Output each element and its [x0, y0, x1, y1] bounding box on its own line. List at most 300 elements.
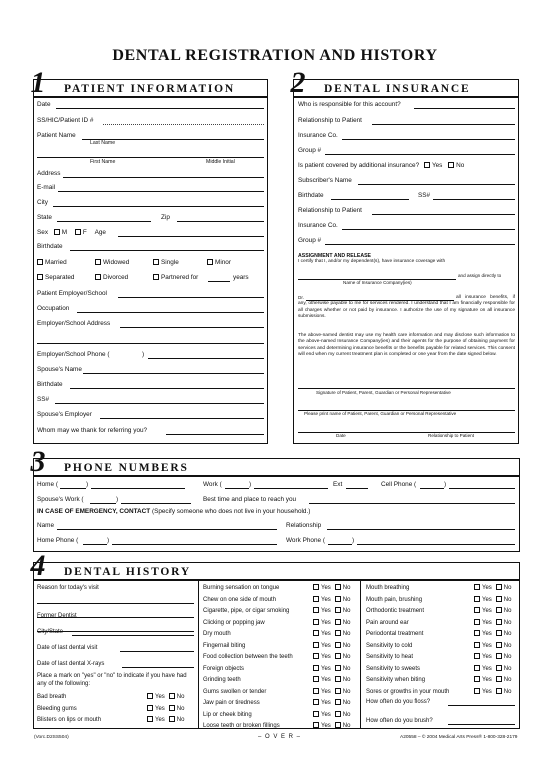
married-checkbox[interactable]	[37, 259, 43, 265]
right-item-label: Sensitivity to sweets	[366, 665, 421, 672]
dr-label: Dr.	[298, 295, 304, 300]
assignment-text-2: all insurance benefits, if any, otherwise payable to me for services rendered. I understand that I am financially responsible for all charges whether or not paid by insurance. I authorize the use of my signature on all insurance submissions.	[298, 295, 515, 319]
age-field[interactable]	[118, 236, 264, 237]
city-label: City	[37, 199, 49, 206]
emergency-work-paren: )	[352, 537, 355, 544]
insurance-co-field[interactable]	[342, 139, 515, 140]
spouse-ssn-field[interactable]	[55, 403, 264, 404]
yes-checkbox[interactable]	[474, 619, 480, 625]
employer-phone-paren: )	[142, 351, 145, 358]
emergency-home-phone-field[interactable]	[112, 544, 277, 545]
address-label: Address	[37, 170, 61, 177]
no-label: No	[342, 642, 351, 649]
first-name-caption: First Name	[90, 159, 116, 165]
no-checkbox[interactable]	[335, 596, 341, 602]
yes-checkbox[interactable]	[313, 711, 319, 717]
yes-checkbox[interactable]	[474, 596, 480, 602]
relationship-label: Relationship to Patient	[298, 117, 362, 124]
referral-label: Whom may we thank for referring you?	[37, 427, 148, 434]
last-visit-field[interactable]	[120, 651, 194, 652]
right-yes-no	[474, 642, 511, 650]
partnered-option[interactable]: Partnered for	[153, 274, 198, 282]
section-title-patient: PATIENT INFORMATION	[64, 83, 236, 95]
no-label: No	[342, 700, 351, 706]
relationship2-label: Relationship to Patient	[298, 207, 362, 214]
city-state-label: City/State	[37, 629, 64, 635]
yes-label: Yes	[321, 654, 331, 660]
no-checkbox[interactable]	[496, 642, 502, 648]
no-label: No	[342, 596, 351, 603]
place-mark-instruction: Place a mark on "yes" or "no" to indicate if you have had any of the following:	[37, 673, 187, 687]
employer-phone-field[interactable]	[148, 358, 264, 359]
yes-checkbox[interactable]	[474, 676, 480, 682]
mid-yes-no	[313, 711, 350, 719]
cell-phone-field[interactable]	[449, 488, 515, 489]
date-relationship-field[interactable]	[298, 432, 515, 433]
yes-checkbox[interactable]	[313, 676, 319, 682]
page-title: DENTAL REGISTRATION AND HISTORY	[112, 47, 438, 64]
right-yes-no	[474, 607, 511, 615]
insurance-co-label: Insurance Co.	[298, 132, 338, 139]
relationship2-field[interactable]	[372, 214, 515, 215]
widowed-checkbox[interactable]	[95, 259, 101, 265]
right-item-label: Sensitivity to heat	[366, 654, 414, 660]
mid-item-label: Fingernail biting	[203, 642, 246, 649]
last-xrays-label: Date of last dental X-rays	[37, 661, 105, 667]
partnered-years-field[interactable]	[208, 281, 230, 282]
yes-checkbox[interactable]	[147, 693, 153, 699]
brush-field[interactable]	[448, 724, 515, 725]
left-item-label: Bad breath	[37, 694, 67, 700]
spouse-work-field[interactable]	[121, 503, 191, 504]
yes-checkbox[interactable]	[474, 653, 480, 659]
no-checkbox[interactable]	[496, 630, 502, 636]
employer-address-field[interactable]	[120, 327, 264, 328]
partnered-checkbox[interactable]	[153, 274, 159, 280]
ins-birthdate-label: Birthdate	[298, 192, 324, 199]
no-label: No	[503, 596, 512, 603]
home-paren: )	[86, 481, 89, 488]
separated-option[interactable]: Separated	[37, 274, 75, 282]
section-title-phone: PHONE NUMBERS	[64, 462, 189, 474]
additional-insurance-label: Is patient covered by additional insurance?	[298, 162, 420, 169]
no-label: No	[503, 688, 512, 695]
emergency-home-paren: )	[107, 537, 110, 544]
left-yes-no	[147, 693, 184, 701]
mid-item-label: Dry mouth	[203, 631, 231, 637]
no-label: No	[342, 723, 351, 729]
mid-item-label: Lip or cheek biting	[203, 711, 252, 718]
relationship-field[interactable]	[372, 124, 515, 125]
mid-yes-no	[313, 699, 350, 707]
ssn-label: SS/HIC/Patient ID #	[37, 117, 94, 124]
no-checkbox[interactable]	[335, 665, 341, 671]
yes-checkbox[interactable]	[313, 619, 319, 625]
patient-info-box	[33, 97, 268, 444]
yes-checkbox[interactable]	[313, 688, 319, 694]
signature-field[interactable]	[298, 388, 515, 389]
state-label: State	[37, 214, 52, 221]
work-phone-label: Work (	[203, 481, 222, 488]
middle-initial-caption: Middle Initial	[206, 159, 235, 165]
yes-checkbox[interactable]	[474, 688, 480, 694]
assignment-text-3: The above-named dentist may use my health care information and may disclose such information to the above-named Insurance Company(ies) and their agents for the purpose of obtaining payment for services and determining insurance benefits or the benefits payable for related services. This consent will end when my current treatment plan is completed or one year from the date signed below.	[298, 333, 515, 357]
birthdate-label: Birthdate	[37, 243, 63, 250]
no-checkbox[interactable]	[496, 596, 502, 602]
yes-checkbox[interactable]	[313, 596, 319, 602]
no-checkbox[interactable]	[335, 676, 341, 682]
married-option[interactable]: Married	[37, 259, 67, 267]
yes-checkbox[interactable]	[474, 630, 480, 636]
ins-birthdate-field[interactable]	[331, 199, 409, 200]
occupation-label: Occupation	[37, 305, 70, 312]
zip-label: Zip	[161, 214, 170, 221]
patient-info-header	[30, 66, 268, 99]
group2-label: Group #	[298, 237, 322, 244]
city-state-field[interactable]	[72, 635, 194, 636]
spouse-birthdate-label: Birthdate	[37, 381, 63, 388]
no-checkbox[interactable]	[335, 630, 341, 636]
emergency-bold: IN CASE OF EMERGENCY, CONTACT	[37, 508, 151, 515]
section-number-2: 2	[290, 66, 306, 99]
emergency-label	[37, 508, 310, 516]
mid-yes-no	[313, 596, 350, 604]
yes-label: Yes	[321, 677, 331, 683]
no-checkbox[interactable]	[496, 653, 502, 659]
yes-checkbox[interactable]	[313, 665, 319, 671]
home-phone-label: Home (	[37, 481, 58, 488]
yes-label: Yes	[155, 717, 165, 723]
insurance-co2-field[interactable]	[342, 229, 515, 230]
date-field[interactable]	[56, 108, 264, 109]
no-label: No	[342, 608, 351, 614]
emergency-relationship-label: Relationship	[286, 522, 322, 529]
state-field[interactable]	[57, 221, 151, 222]
yes-label: Yes	[482, 665, 492, 672]
single-option[interactable]: Single	[153, 259, 179, 267]
yes-label: Yes	[321, 665, 331, 672]
yes-checkbox[interactable]	[313, 722, 319, 728]
sig-relationship-caption: Relationship to Patient	[428, 433, 474, 438]
years-label: years	[233, 274, 249, 281]
no-label: No	[342, 711, 351, 718]
publisher-note: A20558 – © 2004 Medical Arts Press® 1-800-328-2179	[400, 735, 518, 740]
section-title-history: DENTAL HISTORY	[64, 566, 191, 578]
yes-label: Yes	[482, 642, 492, 649]
employer-label: Patient Employer/School	[37, 290, 107, 297]
email-field[interactable]	[58, 191, 264, 192]
sex-label: Sex	[37, 229, 49, 236]
sex-m-label: M	[61, 229, 68, 236]
right-item-label: Sensitivity when biting	[366, 677, 426, 683]
cell-paren: )	[444, 481, 447, 488]
mid-item-label: Jaw pain or tiredness	[203, 700, 260, 706]
yes-label: Yes	[321, 723, 331, 729]
ins-ssn-field[interactable]	[433, 199, 515, 200]
mid-item-label: Grinding teeth	[203, 677, 241, 683]
section-title-insurance: DENTAL INSURANCE	[324, 83, 471, 95]
separated-checkbox[interactable]	[37, 274, 43, 280]
right-yes-no	[474, 619, 511, 627]
no-label: No	[342, 665, 351, 672]
spouse-work-label: Spouse's Work (	[37, 496, 84, 503]
sex-m-checkbox[interactable]	[54, 229, 60, 235]
subscriber-label: Subscriber's Name	[298, 177, 352, 184]
right-item-label: Pain around ear	[366, 619, 409, 626]
company-caption: Name of Insurance Company(ies)	[343, 280, 412, 285]
no-checkbox[interactable]	[335, 711, 341, 717]
no-checkbox[interactable]	[169, 716, 175, 722]
floss-label: How often do you floss?	[366, 699, 431, 705]
mid-yes-no	[313, 676, 350, 684]
mid-yes-no	[313, 722, 350, 730]
no-label: No	[503, 677, 512, 683]
last-xrays-field[interactable]	[122, 667, 194, 668]
emergency-name-label: Name	[37, 522, 55, 529]
minor-checkbox[interactable]	[207, 259, 213, 265]
ins-ssn-label: SS#	[418, 192, 431, 199]
mid-item-label: Gums swollen or tender	[203, 688, 267, 695]
yes-label: Yes	[321, 711, 331, 718]
last-name-caption: Last Name	[90, 140, 116, 146]
birthdate-field[interactable]	[70, 250, 264, 251]
ext-label: Ext	[333, 481, 343, 488]
yes-checkbox[interactable]	[474, 607, 480, 613]
mid-yes-no	[313, 665, 350, 673]
no-checkbox[interactable]	[335, 584, 341, 590]
right-item-label: Sensitivity to cold	[366, 642, 413, 649]
right-item-label: Mouth breathing	[366, 585, 410, 591]
yes-label: Yes	[482, 631, 492, 637]
employer-field[interactable]	[118, 297, 264, 298]
ssn-field[interactable]	[103, 124, 264, 125]
yes-checkbox[interactable]	[474, 665, 480, 671]
right-item-label: Periodontal treatment	[366, 631, 424, 637]
no-checkbox[interactable]	[496, 584, 502, 590]
sig-date-caption: Date	[336, 433, 346, 438]
history-column-divider-1	[198, 580, 199, 729]
referral-field[interactable]	[166, 434, 264, 435]
spouse-name-field[interactable]	[83, 373, 264, 374]
mid-item-label: Chew on one side of mouth	[203, 596, 277, 603]
no-checkbox[interactable]	[496, 676, 502, 682]
no-label: No	[503, 631, 512, 637]
assign-directly-label: and assign directly to	[458, 273, 502, 278]
emergency-name-field[interactable]	[57, 529, 277, 530]
sex-f-label: F	[82, 229, 87, 236]
no-label: No	[342, 688, 351, 695]
right-item-label: Mouth pain, brushing	[366, 596, 423, 603]
city-field[interactable]	[53, 206, 264, 207]
no-checkbox[interactable]	[335, 653, 341, 659]
no-label: No	[342, 677, 351, 683]
yes-checkbox[interactable]	[474, 584, 480, 590]
print-name-caption: Please print name of Patient, Parent, Guardian or Personal Representative	[304, 411, 457, 416]
no-label: No	[503, 654, 512, 660]
left-yes-no	[147, 705, 184, 713]
yes-checkbox[interactable]	[313, 653, 319, 659]
home-area-code-field[interactable]	[60, 488, 86, 489]
mid-yes-no	[313, 584, 350, 592]
responsible-label: Who is responsible for this account?	[298, 101, 401, 108]
no-checkbox[interactable]	[335, 619, 341, 625]
yes-checkbox[interactable]	[474, 642, 480, 648]
no-label: No	[342, 654, 351, 660]
spouse-work-paren: )	[116, 496, 119, 503]
right-yes-no	[474, 630, 511, 638]
mid-yes-no	[313, 607, 350, 615]
mid-item-label: Burning sensation on tongue	[203, 585, 280, 591]
no-label: No	[503, 585, 512, 591]
mid-yes-no	[313, 619, 350, 627]
yes-label: Yes	[482, 688, 492, 695]
work-phone-field[interactable]	[254, 488, 328, 489]
yes-label: Yes	[321, 642, 331, 649]
mid-item-label: Cigarette, pipe, or cigar smoking	[203, 608, 290, 614]
minor-option[interactable]: Minor	[207, 259, 231, 267]
occupation-field[interactable]	[77, 312, 264, 313]
no-label: No	[342, 619, 351, 626]
zip-field[interactable]	[177, 221, 264, 222]
left-item-label: Bleeding gums	[37, 705, 77, 712]
email-label: E-mail	[37, 184, 56, 191]
reason-label: Reason for today's visit	[37, 585, 99, 591]
right-yes-no	[474, 596, 511, 604]
yes-label: Yes	[482, 654, 492, 660]
no-label: No	[503, 608, 512, 614]
no-label: No	[342, 631, 351, 637]
no-checkbox[interactable]	[335, 722, 341, 728]
right-item-label: Sores or growths in your mouth	[366, 688, 450, 695]
right-yes-no	[474, 653, 511, 661]
spouse-employer-field[interactable]	[100, 418, 264, 419]
yes-label: Yes	[155, 705, 165, 712]
group2-field[interactable]	[325, 244, 515, 245]
yes-checkbox[interactable]	[313, 642, 319, 648]
history-column-divider-2	[360, 580, 361, 729]
yes-label: Yes	[321, 608, 331, 614]
no-checkbox[interactable]	[496, 688, 502, 694]
emergency-home-area-field[interactable]	[83, 544, 107, 545]
emergency-relationship-field[interactable]	[327, 529, 515, 530]
additional-yes-checkbox[interactable]	[424, 162, 430, 168]
left-yes-no	[147, 716, 184, 724]
cell-area-code-field[interactable]	[420, 488, 444, 489]
divorced-option[interactable]: Divorced	[95, 274, 128, 282]
yes-checkbox[interactable]	[147, 705, 153, 711]
yes-checkbox[interactable]	[313, 607, 319, 613]
spouse-work-area-field[interactable]	[90, 503, 116, 504]
group-field[interactable]	[325, 154, 515, 155]
no-label: No	[503, 642, 512, 649]
single-checkbox[interactable]	[153, 259, 159, 265]
assignment-title: ASSIGNMENT AND RELEASE	[298, 253, 372, 259]
yes-label: Yes	[482, 585, 492, 591]
right-item-label: Orthodontic treatment	[366, 608, 425, 614]
phone-numbers-header	[30, 445, 520, 478]
emergency-work-phone-field[interactable]	[357, 544, 515, 545]
best-time-field[interactable]	[309, 503, 515, 504]
additional-no-checkbox[interactable]	[448, 162, 454, 168]
right-yes-no	[474, 676, 511, 684]
right-yes-no	[474, 688, 511, 696]
yes-label: Yes	[321, 619, 331, 626]
section-number-4: 4	[30, 549, 46, 582]
yes-label: Yes	[482, 596, 492, 603]
spouse-birthdate-field[interactable]	[70, 388, 264, 389]
last-visit-label: Date of last dental visit	[37, 645, 98, 651]
floss-field[interactable]	[448, 705, 515, 706]
spouse-name-label: Spouse's Name	[37, 366, 82, 373]
widowed-option[interactable]: Widowed	[95, 259, 129, 267]
employer-phone-label: Employer/School Phone (	[37, 351, 110, 358]
emergency-work-area-field[interactable]	[328, 544, 352, 545]
mid-item-label: Loose teeth or broken fillings	[203, 723, 280, 729]
dental-insurance-header	[290, 66, 519, 99]
yes-label: Yes	[321, 585, 331, 591]
work-area-code-field[interactable]	[225, 488, 249, 489]
no-checkbox[interactable]	[496, 607, 502, 613]
yes-label: Yes	[321, 688, 331, 695]
dental-history-header	[30, 549, 520, 582]
best-time-label: Best time and place to reach you	[203, 496, 297, 503]
divorced-checkbox[interactable]	[95, 274, 101, 280]
no-checkbox[interactable]	[335, 642, 341, 648]
yes-checkbox[interactable]	[313, 584, 319, 590]
yes-label: Yes	[321, 700, 331, 706]
no-label: No	[503, 619, 512, 626]
yes-checkbox[interactable]	[313, 699, 319, 705]
spouse-employer-label: Spouse's Employer	[37, 411, 92, 418]
no-checkbox[interactable]	[496, 619, 502, 625]
no-checkbox[interactable]	[335, 688, 341, 694]
yes-checkbox[interactable]	[313, 630, 319, 636]
no-checkbox[interactable]	[335, 607, 341, 613]
home-phone-field[interactable]	[91, 488, 185, 489]
patient-name-label: Patient Name	[37, 132, 76, 139]
subscriber-field[interactable]	[358, 184, 515, 185]
mid-item-label: Food collection between the teeth	[203, 654, 293, 660]
no-checkbox[interactable]	[169, 705, 175, 711]
ext-field[interactable]	[346, 488, 368, 489]
employer-address-field-2[interactable]	[37, 343, 264, 344]
mid-item-label: Clicking or popping jaw	[203, 619, 265, 626]
emergency-work-phone-label: Work Phone (	[286, 537, 325, 544]
no-checkbox[interactable]	[335, 699, 341, 705]
mid-yes-no	[313, 688, 350, 696]
yes-checkbox[interactable]	[147, 716, 153, 722]
no-checkbox[interactable]	[169, 693, 175, 699]
responsible-field[interactable]	[414, 108, 515, 109]
yes-label: Yes	[155, 694, 165, 700]
no-label: No	[503, 665, 512, 672]
sex-f-checkbox[interactable]	[75, 229, 81, 235]
no-label: No	[342, 585, 351, 591]
mid-yes-no	[313, 630, 350, 638]
right-yes-no	[474, 665, 511, 673]
reason-field[interactable]	[37, 603, 194, 604]
no-label: No	[176, 717, 185, 723]
employer-address-label: Employer/School Address	[37, 320, 111, 327]
over-label: – O V E R –	[258, 734, 302, 740]
age-label: Age	[94, 229, 106, 236]
insurance-co2-label: Insurance Co.	[298, 222, 338, 229]
yes-label: Yes	[482, 608, 492, 614]
work-paren: )	[249, 481, 252, 488]
address-field[interactable]	[63, 177, 264, 178]
mid-yes-no	[313, 653, 350, 661]
no-checkbox[interactable]	[496, 665, 502, 671]
